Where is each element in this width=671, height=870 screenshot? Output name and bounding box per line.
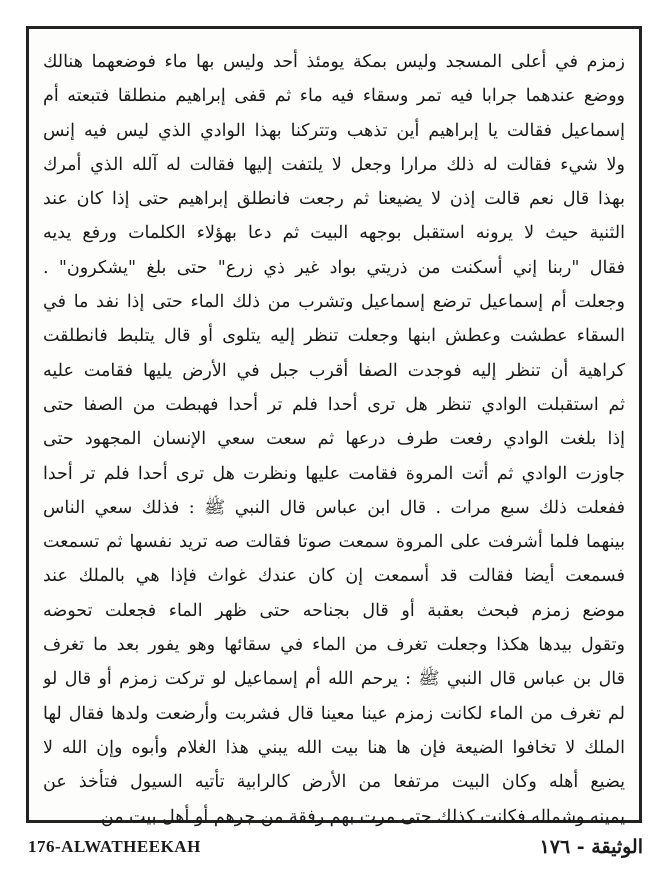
text-line: ثم استقبلت الوادي تنظر هل ترى أحدا فلم تر أحدا فهبطت من الصفا حتى: [43, 394, 625, 415]
text-line: زمزم في أعلى المسجد وليس بمكة يومئذ أحد وليس بها ماء فوضعهما هنالك: [43, 52, 625, 72]
text-line: إسماعيل فقالت يا إبراهيم أين تذهب وتتركنا بهذا الوادي الذي ليس فيه إنس: [43, 120, 625, 141]
page-footer: [28, 830, 643, 864]
text-line: يمينه وشماله فكانت كذلك حتى مرت بهم رفقة من جرهم أو أهل بيت من: [100, 806, 625, 827]
text-line: الثنية حيث لا يرونه استقبل بوجهه البيت ثم دعا بهؤلاء الكلمات ورفع يديه: [43, 223, 625, 244]
text-line: بهذا قال نعم قالت إذن لا يضيعنا ثم رجعت فانطلق إبراهيم حتى إذا كان عند: [43, 189, 625, 210]
page-frame: [26, 26, 642, 827]
text-line: الملك لا تخافوا الضيعة فإن ها هنا بيت الله يبني هذا الغلام وأبوه وإن الله لا: [43, 737, 625, 758]
text-line: إذا بلغت الوادي رفعت طرف درعها ثم سعت سعي الإنسان المجهود حتى: [43, 429, 625, 450]
text-line: يضيع أهله وكان البيت مرتفعا من الأرض كالرابية تأتيه السيول فتأخذ عن: [43, 772, 625, 793]
text-line: لم تغرف من الماء لكانت زمزم عينا معينا قال فشربت وأرضعت ولدها فقال لها: [43, 703, 625, 724]
text-line: وجعلت أم إسماعيل ترضع إسماعيل وتشرب من ذلك الماء حتى إذا نفد ما في: [43, 292, 625, 313]
text-line: جاوزت الوادي ثم أتت المروة فقامت عليها ونظرت هل ترى أحدا فلم تر أحدا: [43, 463, 625, 484]
text-line: كراهية أن تنظر إليه فوجدت الصفا أقرب جبل في الأرض يليها فقامت عليه: [43, 360, 625, 381]
text-line: ووضع عندهما جرابا فيه تمر وسقاء فيه ماء ثم قفى إبراهيم منطلقا فتبعته أم: [43, 86, 625, 107]
footer-page-label-latin: 176-ALWATHEEKAH: [28, 837, 201, 856]
text-line: موضع زمزم فبحث بعقبة أو قال بجناحه حتى ظهر الماء فجعلت تحوضه: [43, 600, 625, 621]
text-line: وتقول بيدها هكذا وجعلت تغرف من الماء في سقائها وهو يفور بعد ما تغرف: [43, 635, 625, 656]
text-line: فقال "ربنا إني أسكنت من ذريتي بواد غير ذي زرع" حتى بلغ "يشكرون" .: [43, 257, 625, 278]
text-line: ولا شيء فقالت له ذلك مرارا وجعل لا يلتفت إليها فقالت له آلله الذي أمرك: [43, 154, 625, 175]
text-line: السقاء عطشت وعطش ابنها وجعلت تنظر إليه يتلوى أو قال يتلبط فانطلقت: [43, 326, 625, 347]
text-line: ففعلت ذلك سبع مرات . قال ابن عباس قال النبي ﷺ : فذلك سعي الناس: [43, 497, 625, 518]
text-line: فسمعت أيضا فقالت قد أسمعت إن كان عندك غواث فإذا هي بالملك عند: [43, 566, 625, 587]
footer-page-label-arabic: الوثيقة - ١٧٦: [539, 836, 643, 858]
text-line: بينهما فلما أشرفت على المروة سمعت صوتا فقالت صه تريد نفسها ثم تسمعت: [43, 532, 625, 553]
text-line: قال بن عباس قال النبي ﷺ : يرحم الله أم إسماعيل لو تركت زمزم أو قال لو: [43, 669, 625, 690]
body-text: [43, 45, 625, 834]
